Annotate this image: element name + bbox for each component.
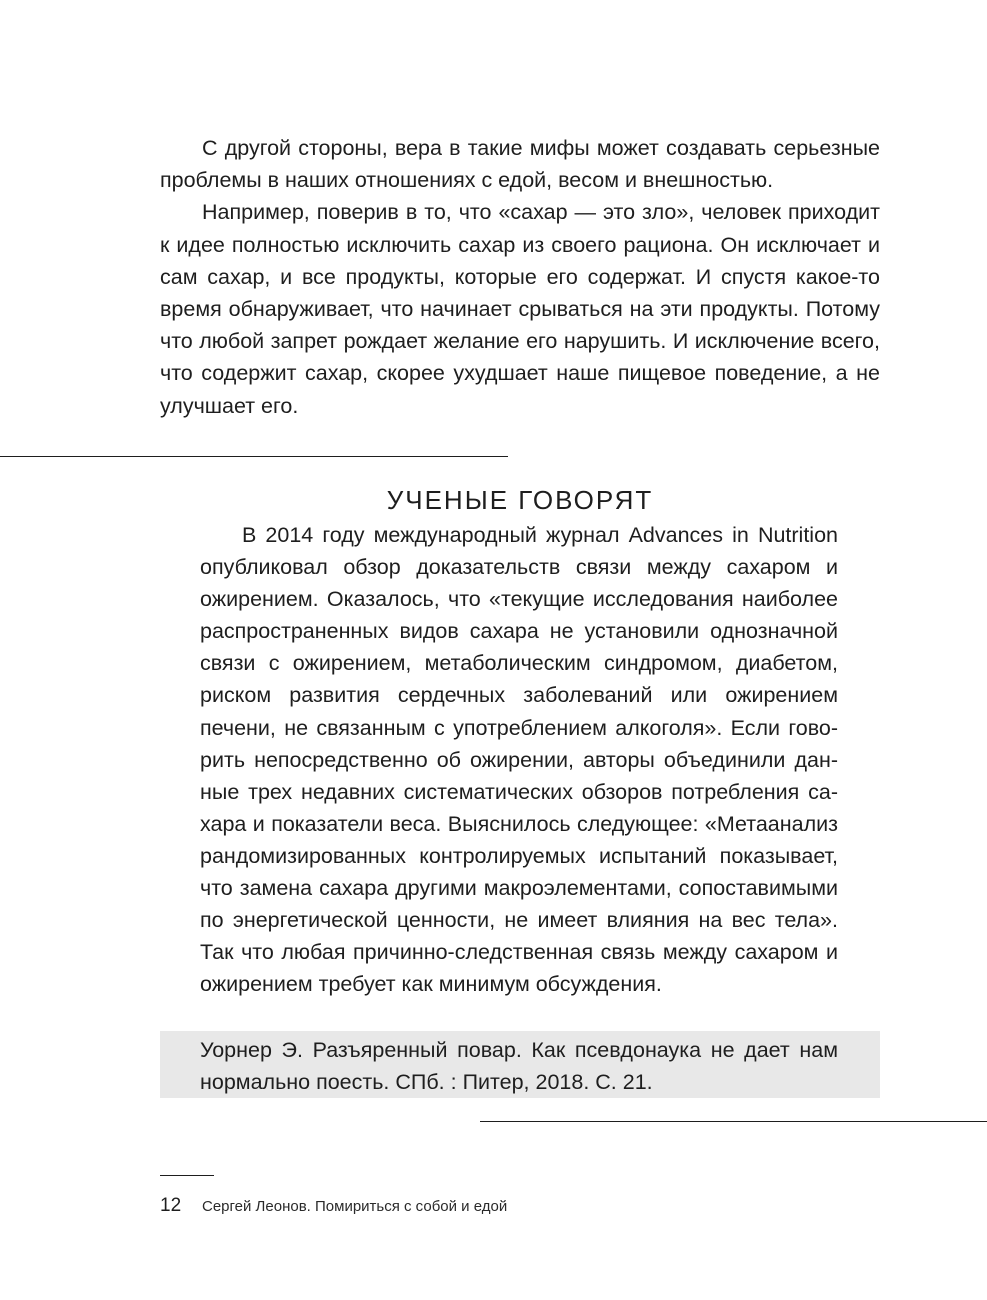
sidebar-box-paragraph: В 2014 году международный журнал Advances in Nutrition опубликовал обзор доказательств связи между сахаром и ожирением. Оказалось, что «текущие исследования наиболее распространенных видов сахара не установили однозначной связи с ожирением, метаболическим синдромом, диабетом, риском развития сердечных заболеваний или ожирением печени, не связанным с употреблением алкоголя». Если говорить непосредственно об ожирении, авторы объединили данные трех недавних систематических обзоров потребления сахара и показатели веса. Выяснилось следующее: «Метаанализ рандомизированных контролируемых испытаний показывает, что замена сахара другими макроэлементами, сопоставимыми по энергетической ценности, не имеет влияния на вес тела». Так что любая причинно-следственная связь между сахаром и ожирением требует как минимум обсуждения. [200, 523, 838, 997]
source-citation-box [160, 1031, 880, 1098]
sidebar-box-title: УЧЕНЫЕ ГОВОРЯТ [386, 485, 654, 515]
main-body-text [160, 132, 880, 422]
box-bottom-rule [480, 1121, 987, 1122]
box-top-rule [0, 456, 508, 457]
footer-rule [160, 1175, 214, 1176]
source-citation: Уорнер Э. Разъяренный повар. Как псевдонаука не дает нам нормально поесть. СПб. : Питер, 2018. С. 21. [200, 1038, 838, 1095]
sidebar-box-text [200, 519, 838, 1000]
paragraph: С другой стороны, вера в такие мифы может создавать серьезные проблемы в наших отношениях с едой, весом и внешностью. [160, 136, 880, 193]
paragraph: Например, поверив в то, что «сахар — это зло», человек приходит к идее полностью исключить сахар из своего рациона. Он исключает и сам сахар, и все продукты, которые его содержат. И спустя какое-то время обнаруживает, что начинает срываться на эти продукты. Потому что любой запрет рождает желание его нарушить. И исключение всего, что содержит сахар, скорее ухудшает наше пищевое поведение, а не улучшает его. [160, 200, 880, 418]
page-number: 12 [160, 1195, 182, 1216]
running-title: Сергей Леонов. Помириться с собой и едой [202, 1198, 508, 1215]
